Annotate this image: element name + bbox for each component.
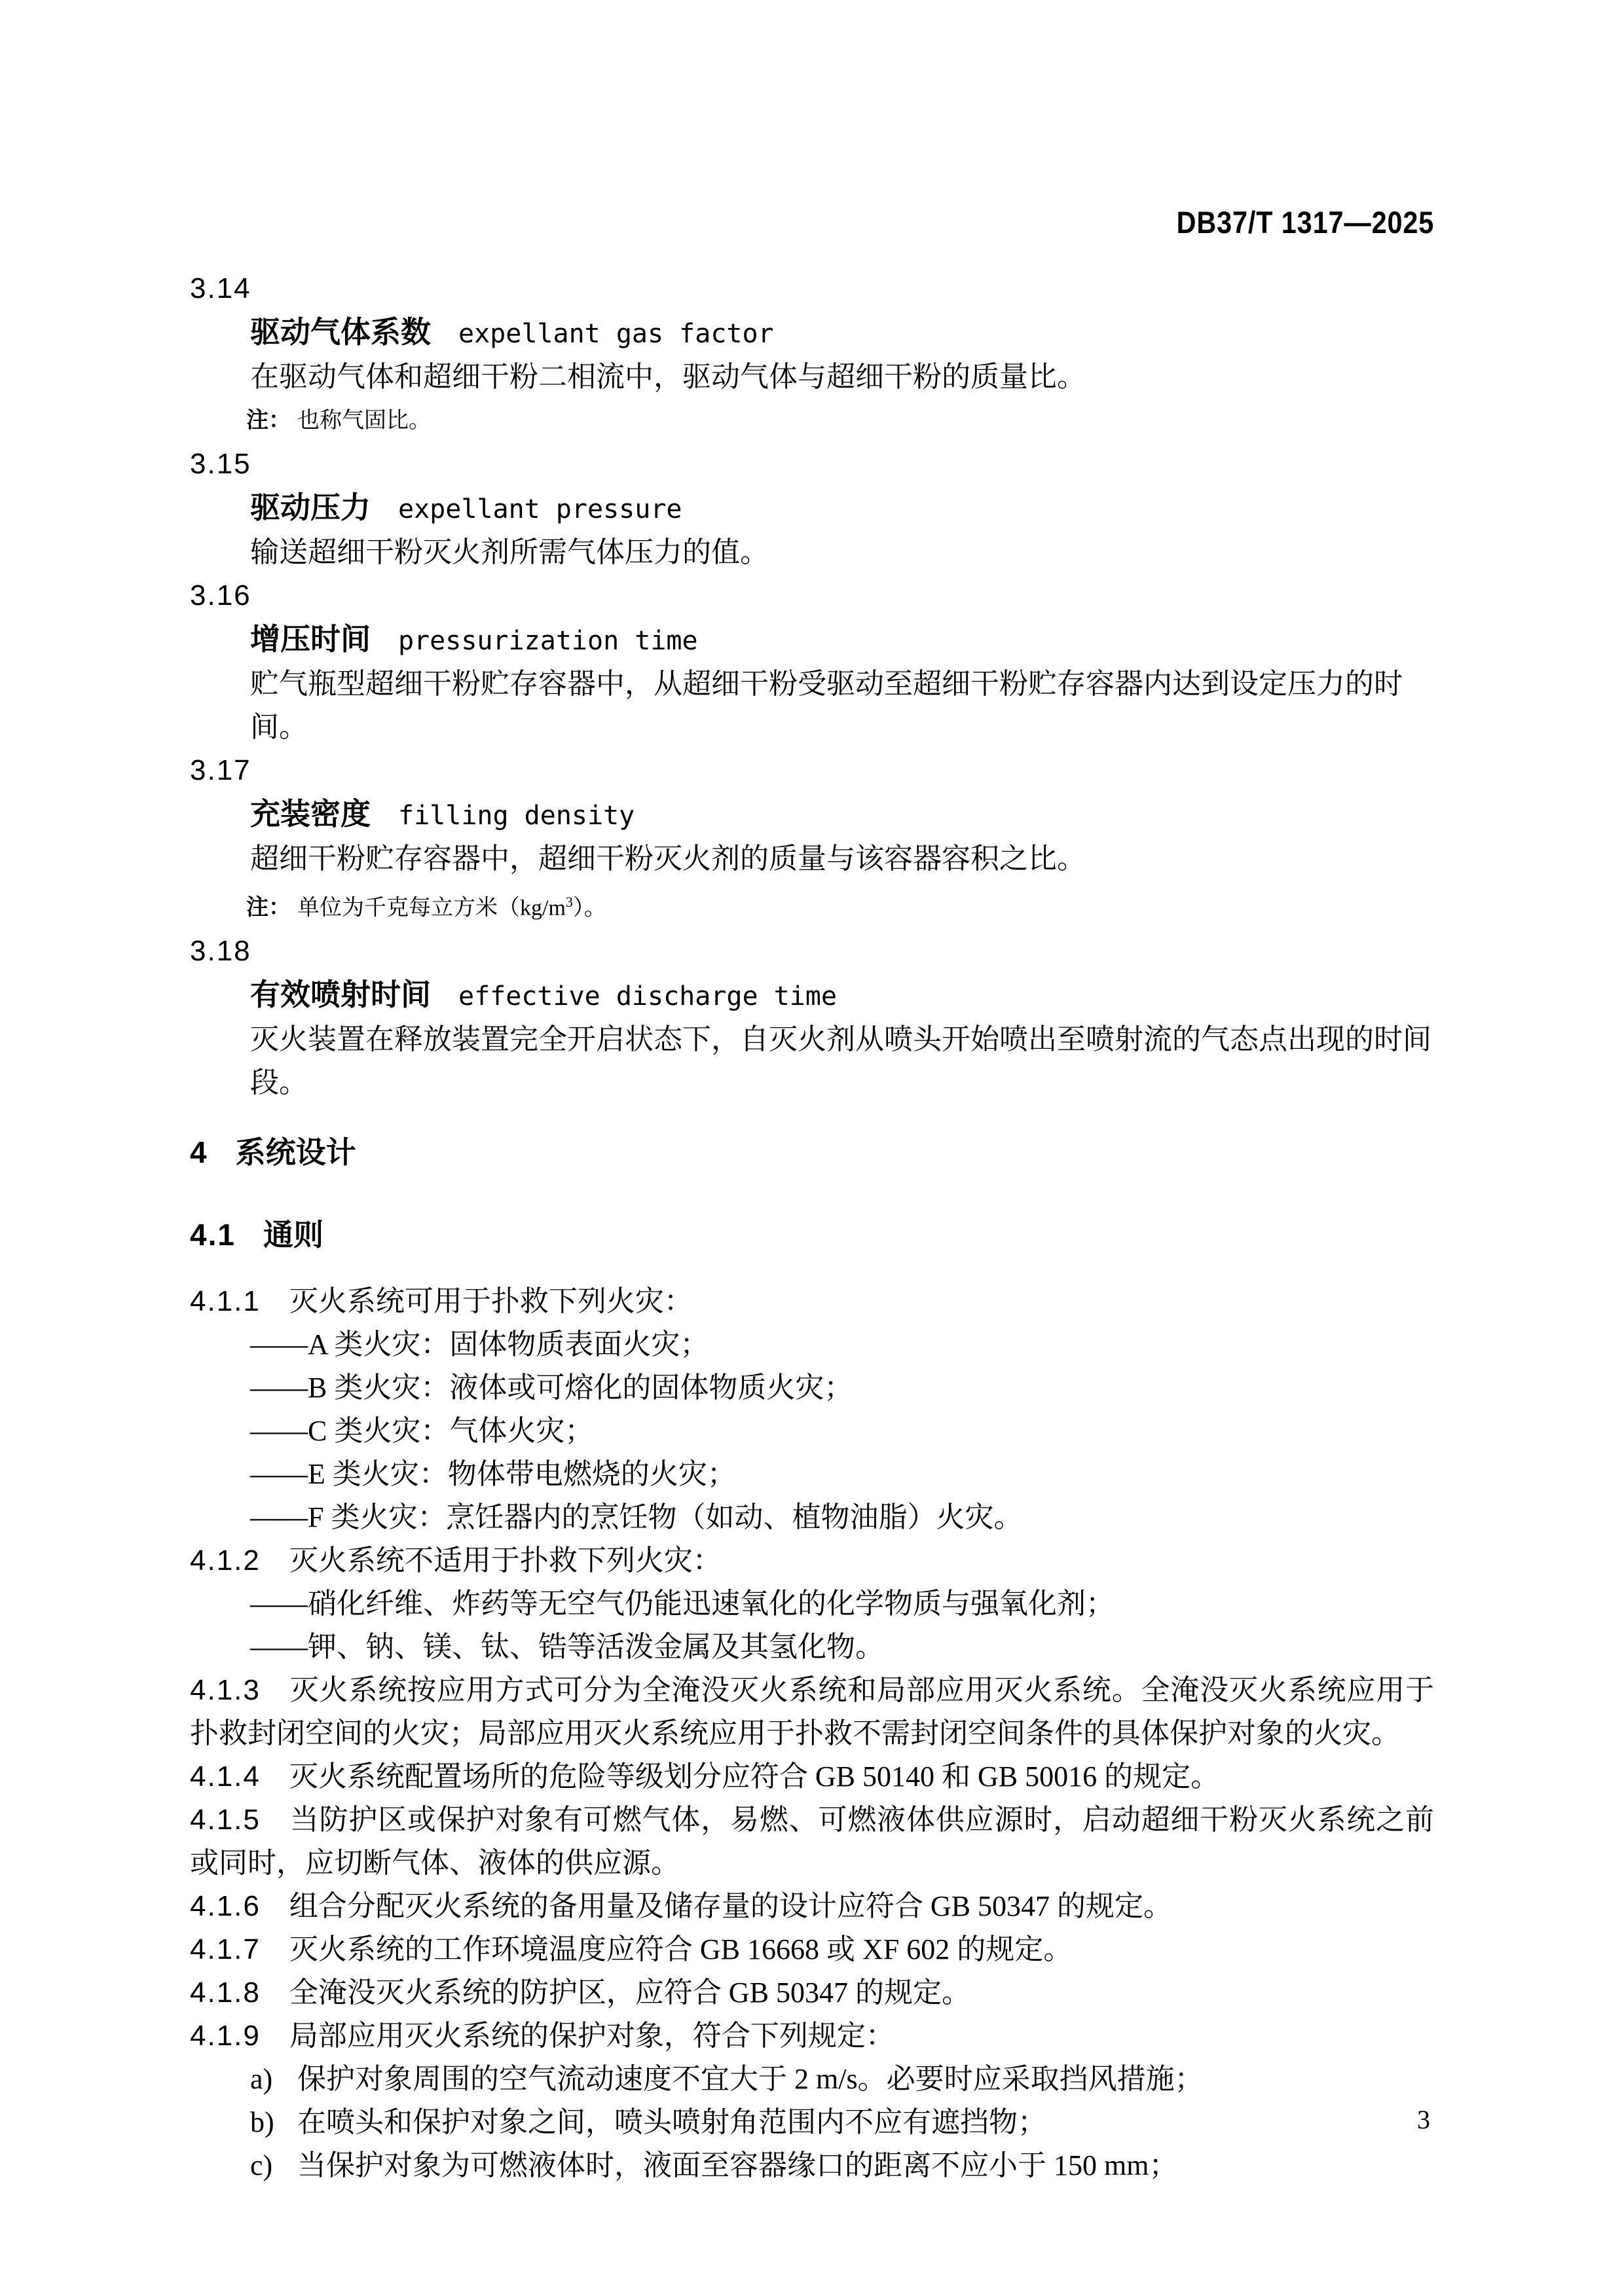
clause-number: 4.1.4 [190, 1760, 261, 1793]
clause-number: 3.14 [190, 272, 251, 304]
note-text: 也称气固比。 [297, 409, 431, 433]
clause-text: 灭火系统可用于扑救下列火灾： [289, 1285, 693, 1318]
note-line [190, 399, 1434, 443]
item-label: b) [250, 2106, 274, 2139]
clause [190, 1755, 1434, 1798]
term-zh: 有效喷射时间 [250, 977, 431, 1012]
page-content [190, 267, 1434, 2187]
note-line [190, 881, 1434, 930]
term-en: pressurization time [398, 626, 698, 656]
clause-number: 4.1.5 [190, 1804, 261, 1836]
term-line [190, 973, 1434, 1018]
clause-text: 灭火系统配置场所的危险等级划分应符合 GB 50140 和 GB 50016 的规定。 [289, 1760, 1220, 1793]
term-entry [190, 267, 1434, 443]
definition-text: 贮气瓶型超细干粉贮存容器中，从超细干粉受驱动至超细干粉贮存容器内达到设定压力的时间。 [250, 668, 1403, 743]
term-zh: 驱动压力 [250, 490, 371, 524]
standard-code: DB37/T 1317—2025 [1176, 205, 1434, 240]
note-sup: 3 [565, 894, 573, 910]
dash-list-item: ——A 类火灾：固体物质表面火灾； [250, 1328, 709, 1361]
term-entry [190, 443, 1434, 574]
definition-text: 超细干粉贮存容器中，超细干粉灭火剂的质量与该容器容积之比。 [250, 843, 1086, 875]
term-en: expellant pressure [398, 494, 682, 524]
clause-text: 组合分配灭火系统的备用量及储存量的设计应符合 GB 50347 的规定。 [289, 1890, 1172, 1923]
section-title: 系统设计 [235, 1135, 356, 1170]
clause-text: 灭火系统的工作环境温度应符合 GB 16668 或 XF 602 的规定。 [289, 1933, 1073, 1966]
section-heading [190, 1131, 1434, 1174]
clause-number: 4.1.7 [190, 1933, 261, 1966]
term-line [190, 792, 1434, 837]
clause [190, 1539, 1434, 1582]
definition-text: 输送超细干粉灭火剂所需气体压力的值。 [250, 536, 769, 568]
note-text-post: ）。 [572, 896, 606, 920]
clause-text: 灭火系统不适用于扑救下列火灾： [289, 1544, 722, 1577]
clause-text: 灭火系统按应用方式可分为全淹没灭火系统和局部应用灭火系统。全淹没灭火系统应用于扑救封闭空间的火灾；局部应用灭火系统应用于扑救不需封闭空间条件的具体保护对象的火灾。 [190, 1674, 1434, 1750]
clause [190, 2014, 1434, 2058]
dash-list-item: ——C 类火灾：气体火灾； [250, 1415, 594, 1448]
item-text: 当保护对象为可燃液体时，液面至容器缘口的距离不应小于 150 mm； [297, 2149, 1178, 2182]
lettered-item [190, 2144, 1434, 2187]
term-entry [190, 574, 1434, 749]
clause [190, 1928, 1434, 1971]
item-label: c) [250, 2149, 273, 2182]
clause [190, 1885, 1434, 1928]
dash-list-item: ——E 类火灾：物体带电燃烧的火灾； [250, 1458, 736, 1491]
term-line [190, 310, 1434, 355]
item-text: 在喷头和保护对象之间，喷头喷射角范围内不应有遮挡物； [297, 2106, 1046, 2139]
clause [190, 1798, 1434, 1885]
clause-text: 局部应用灭火系统的保护对象，符合下列规定： [289, 2020, 895, 2052]
lettered-item [190, 2101, 1434, 2144]
clause-number: 4.1.9 [190, 2020, 261, 2052]
page-number: 3 [1417, 2105, 1430, 2134]
clause-number: 4.1.1 [190, 1285, 261, 1318]
clause [190, 1971, 1434, 2014]
item-label: a) [250, 2063, 273, 2096]
clause-number: 4.1.8 [190, 1977, 261, 2009]
note-label: 注： [246, 895, 291, 920]
clause-number: 3.17 [190, 754, 251, 786]
clause-number: 3.18 [190, 935, 251, 968]
dash-list-item: ——F 类火灾：烹饪器内的烹饪物（如动、植物油脂）火灾。 [250, 1501, 1023, 1534]
dash-list-item: ——钾、钠、镁、钛、锆等活泼金属及其氢化物。 [250, 1631, 884, 1664]
clause [190, 1280, 1434, 1323]
note-text-pre: 单位为千克每立方米（kg/m [297, 896, 566, 920]
clause-number: 3.15 [190, 448, 251, 480]
term-line [190, 486, 1434, 531]
dash-list-item: ——硝化纤维、炸药等无空气仍能迅速氧化的化学物质与强氧化剂； [250, 1588, 1115, 1620]
dash-list-item: ——B 类火灾：液体或可熔化的固体物质火灾； [250, 1372, 853, 1404]
term-zh: 增压时间 [250, 622, 371, 656]
note-label: 注： [246, 408, 291, 433]
clause-text: 当防护区或保护对象有可燃气体，易燃、可燃液体供应源时，启动超细干粉灭火系统之前或同时，应切断气体、液体的供应源。 [190, 1804, 1434, 1880]
term-line [190, 617, 1434, 663]
term-zh: 充装密度 [250, 797, 371, 831]
subsection-heading [190, 1213, 1434, 1256]
term-entry [190, 930, 1434, 1104]
item-text: 保护对象周围的空气流动速度不宜大于 2 m/s。必要时应采取挡风措施； [297, 2063, 1204, 2096]
term-zh: 驱动气体系数 [250, 315, 431, 349]
term-en: expellant gas factor [458, 319, 774, 349]
definition-text: 在驱动气体和超细干粉二相流中，驱动气体与超细干粉的质量比。 [250, 361, 1086, 393]
clause-number: 4.1.2 [190, 1544, 261, 1577]
section-number: 4 [190, 1135, 208, 1170]
subsection-title: 通则 [263, 1218, 323, 1252]
definition-text: 灭火装置在释放装置完全开启状态下，自灭火剂从喷头开始喷出至喷射流的气态点出现的时间段。 [250, 1023, 1431, 1099]
subsection-number: 4.1 [190, 1218, 236, 1252]
page-header [1141, 204, 1434, 240]
clause-number: 4.1.3 [190, 1674, 261, 1707]
clause-text: 全淹没灭火系统的防护区，应符合 GB 50347 的规定。 [289, 1977, 970, 2009]
term-entry [190, 749, 1434, 930]
lettered-item [190, 2058, 1434, 2101]
term-en: effective discharge time [458, 981, 837, 1012]
clause-number: 4.1.6 [190, 1890, 261, 1923]
clause [190, 1669, 1434, 1755]
term-en: filling density [398, 801, 635, 831]
clause-number: 3.16 [190, 579, 251, 611]
